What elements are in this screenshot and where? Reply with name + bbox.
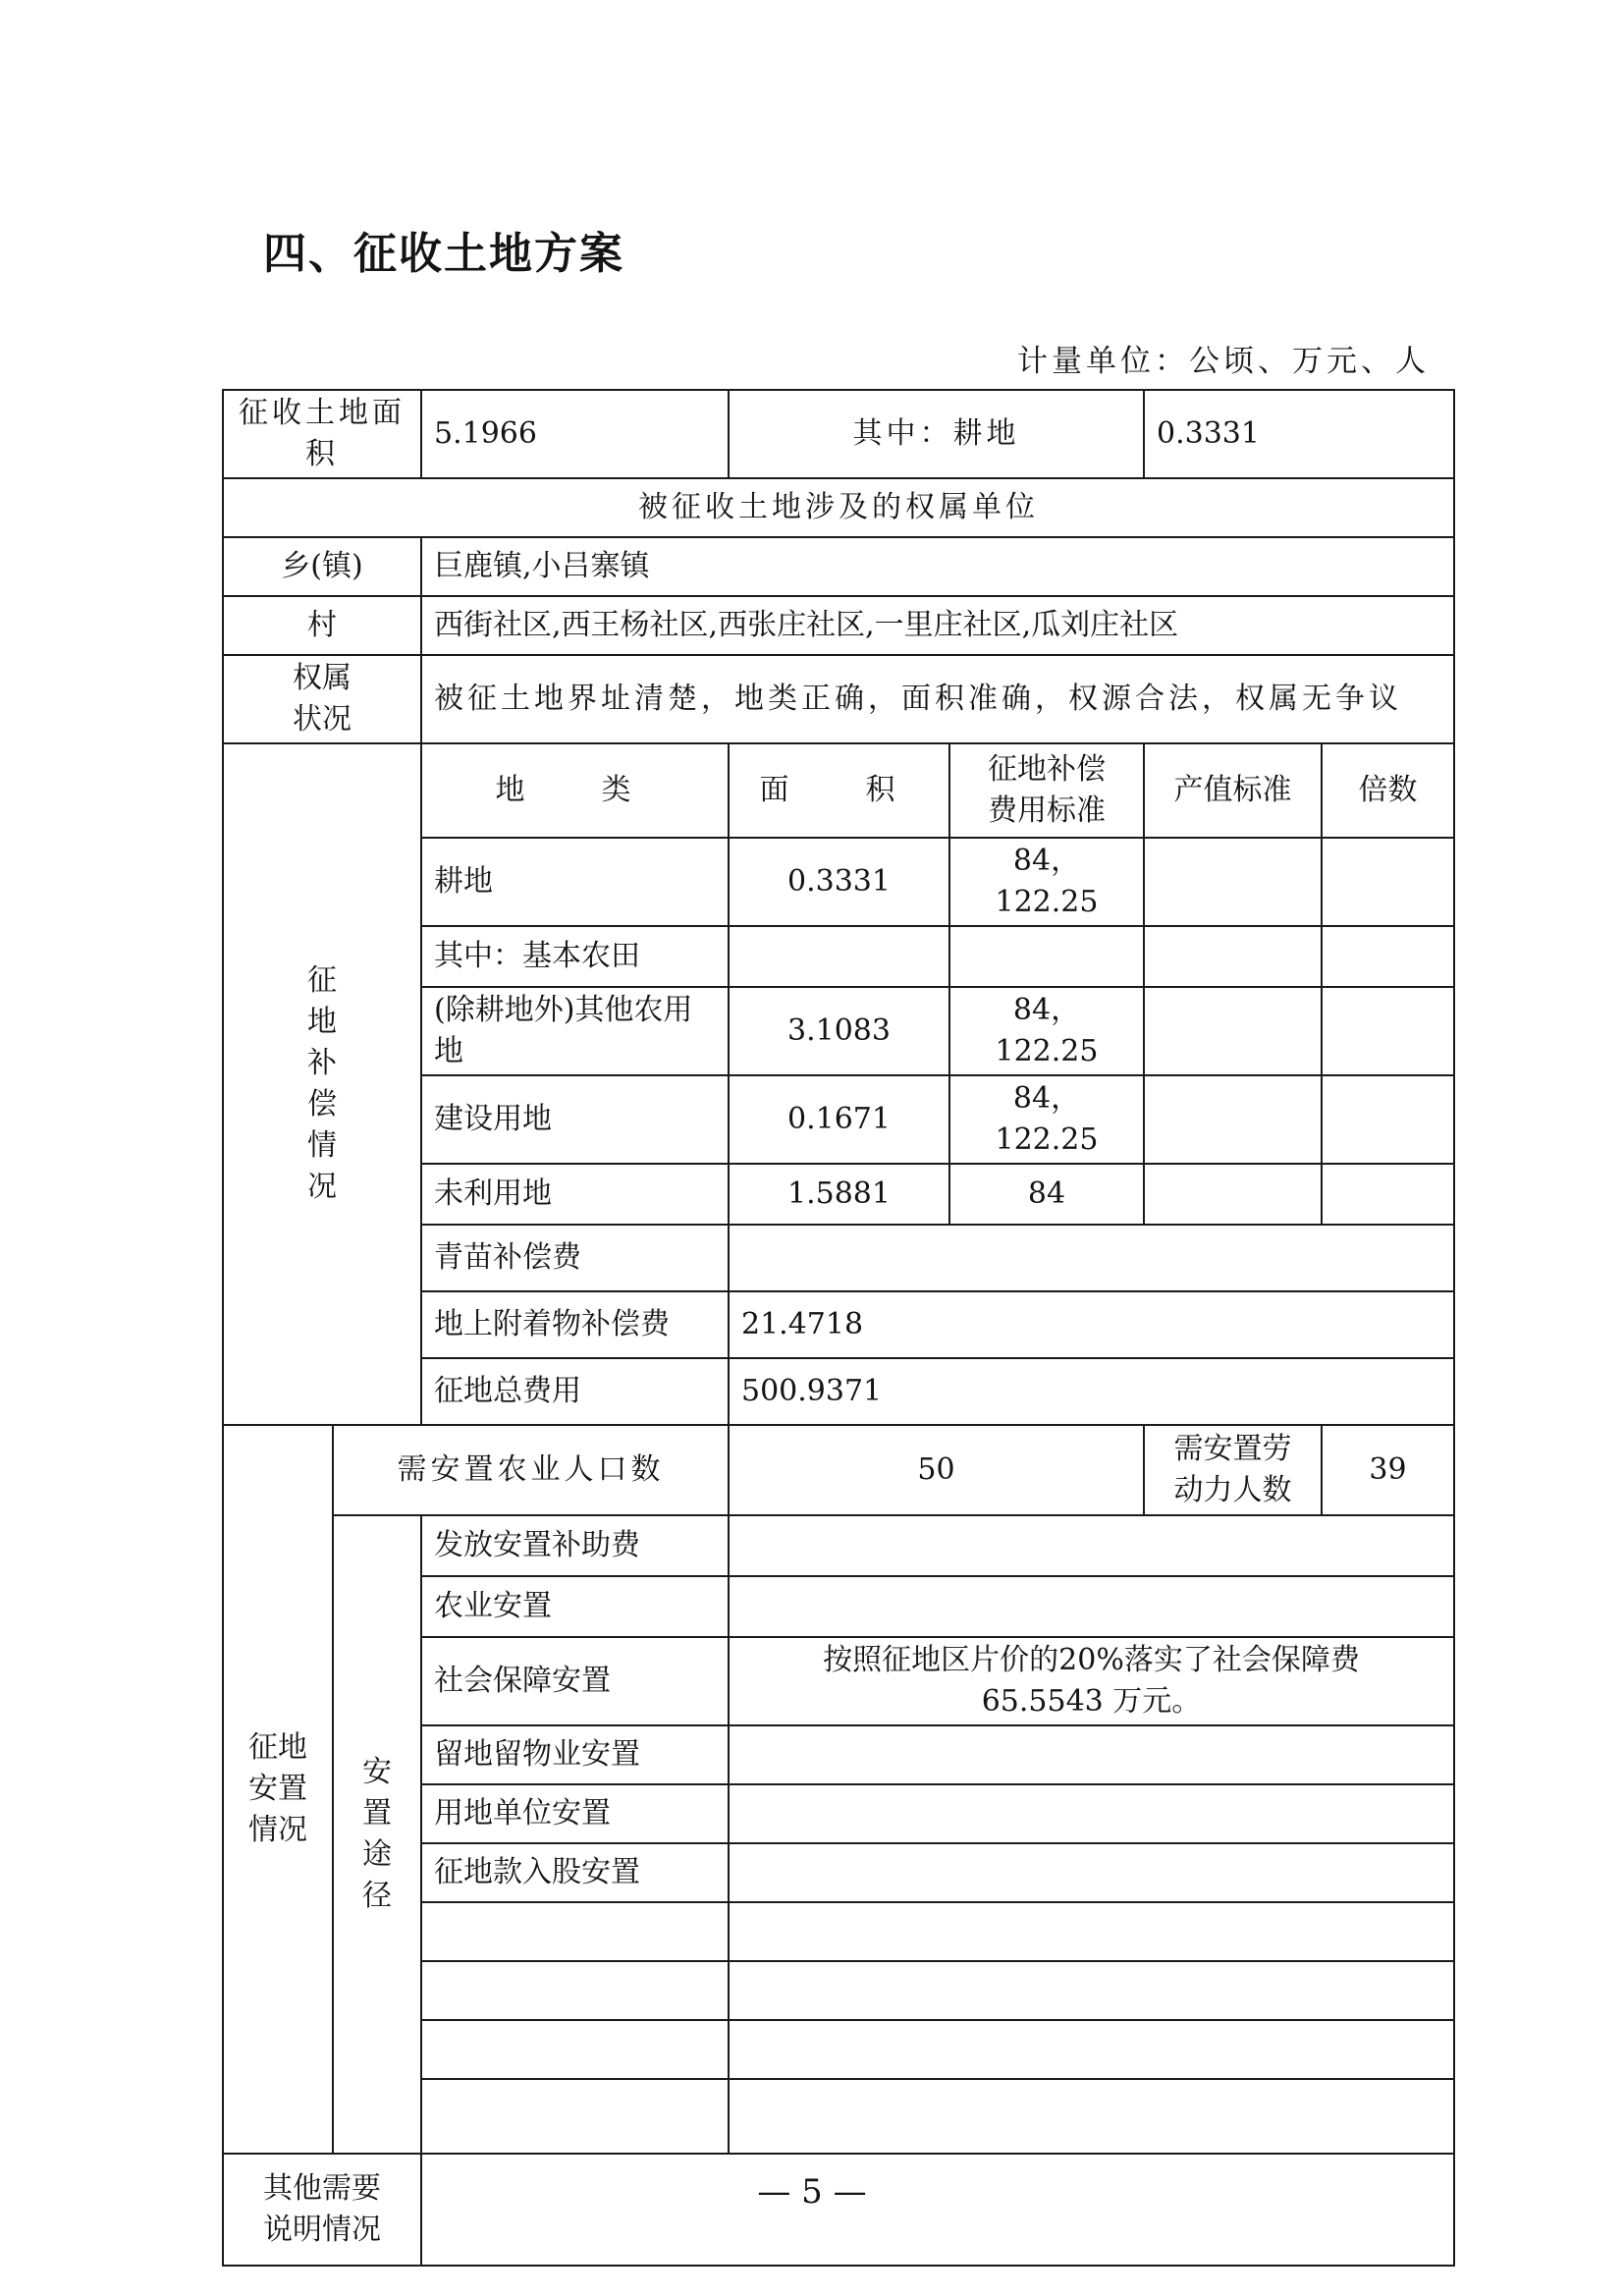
ownership-status-row — [223, 655, 1454, 743]
land-standard: 84，122.25 — [949, 1075, 1144, 1164]
compensation-section-label — [223, 743, 421, 1425]
col-standard-line-2: 费用标准 — [988, 793, 1106, 828]
land-area: 0.3331 — [729, 838, 949, 926]
township-row — [223, 537, 1454, 596]
col-output: 产值标准 — [1144, 743, 1322, 838]
pop-label: 需安置农业人口数 — [333, 1425, 729, 1515]
land-standard: 84 — [949, 1164, 1144, 1225]
land-expropriation-table — [222, 389, 1455, 2267]
village-label: 村 — [223, 596, 421, 655]
land-area: 1.5881 — [729, 1164, 949, 1225]
land-output — [1144, 987, 1322, 1075]
young-crops-value — [729, 1225, 1454, 1291]
township-label: 乡(镇) — [223, 537, 421, 596]
compensation-header-row — [223, 743, 1454, 838]
method-label: 用地单位安置 — [421, 1784, 729, 1843]
attachments-value: 21.4718 — [729, 1291, 1454, 1358]
land-multiple — [1322, 1075, 1454, 1164]
land-area: 3.1083 — [729, 987, 949, 1075]
area-value: 5.1966 — [421, 390, 729, 478]
land-type: 建设用地 — [421, 1075, 729, 1164]
col-multiple: 倍数 — [1322, 743, 1454, 838]
empty-cell — [729, 1961, 1454, 2020]
method-value — [729, 1725, 1454, 1784]
other-label-2: 说明情况 — [263, 2213, 381, 2247]
page-number: — 5 — — [757, 2172, 867, 2212]
unit-note: 计量单位：公顷、万元、人 — [1017, 344, 1430, 379]
method-label: 征地款入股安置 — [421, 1843, 729, 1902]
compensation-section-label-text: 征地补偿情况 — [307, 963, 337, 1204]
empty-cell — [421, 2079, 729, 2154]
social-security-line-1: 按照征地区片价的20%落实了社会保障费 — [823, 1643, 1360, 1677]
labor-label-2: 动力人数 — [1173, 1473, 1292, 1507]
ownership-status-label — [223, 655, 421, 743]
resettlement-pop-row — [223, 1425, 1454, 1515]
other-label-1: 其他需要 — [263, 2171, 381, 2206]
col-standard-line-1: 征地补偿 — [988, 752, 1106, 787]
labor-label-1: 需安置劳 — [1173, 1432, 1292, 1466]
method-row — [223, 1515, 1454, 1576]
method-value — [729, 1515, 1454, 1576]
empty-cell — [729, 2020, 1454, 2079]
land-type: (除耕地外)其他农用地 — [421, 987, 729, 1075]
social-security-line-2: 65.5543 万元。 — [981, 1684, 1202, 1719]
land-output — [1144, 1164, 1322, 1225]
ownership-heading-row — [223, 478, 1454, 537]
labor-label — [1144, 1425, 1322, 1515]
young-crops-label: 青苗补偿费 — [421, 1225, 729, 1291]
methods-label-text: 安置途径 — [362, 1755, 392, 1913]
method-value — [729, 1637, 1454, 1725]
method-label: 社会保障安置 — [421, 1637, 729, 1725]
land-type: 未利用地 — [421, 1164, 729, 1225]
empty-cell — [421, 2020, 729, 2079]
resettlement-label-1: 征地 — [248, 1730, 307, 1765]
empty-cell — [729, 1902, 1454, 1961]
land-multiple — [1322, 1164, 1454, 1225]
empty-cell — [729, 2079, 1454, 2154]
labor-value: 39 — [1322, 1425, 1454, 1515]
land-standard: 84，122.25 — [949, 987, 1144, 1075]
township-value: 巨鹿镇,小吕寨镇 — [421, 537, 1454, 596]
empty-cell — [421, 1961, 729, 2020]
method-value — [729, 1784, 1454, 1843]
method-value — [729, 1843, 1454, 1902]
total-value: 500.9371 — [729, 1358, 1454, 1425]
total-label: 征地总费用 — [421, 1358, 729, 1425]
ownership-status-label-2: 状况 — [293, 702, 352, 737]
arable-label: 其中：耕地 — [729, 390, 1144, 478]
attachments-label: 地上附着物补偿费 — [421, 1291, 729, 1358]
arable-value: 0.3331 — [1144, 390, 1454, 478]
area-label: 征收土地面积 — [223, 390, 421, 478]
village-row — [223, 596, 1454, 655]
pop-value: 50 — [729, 1425, 1144, 1515]
col-area: 面 积 — [729, 743, 949, 838]
col-land-type: 地 类 — [421, 743, 729, 838]
method-label: 留地留物业安置 — [421, 1725, 729, 1784]
land-multiple — [1322, 838, 1454, 926]
resettlement-section-label — [223, 1425, 333, 2154]
land-standard: 84，122.25 — [949, 838, 1144, 926]
resettlement-label-3: 情况 — [248, 1813, 307, 1847]
land-output — [1144, 838, 1322, 926]
col-standard — [949, 743, 1144, 838]
ownership-status-label-1: 权属 — [293, 661, 352, 695]
method-label: 农业安置 — [421, 1576, 729, 1637]
method-value — [729, 1576, 1454, 1637]
land-type: 耕地 — [421, 838, 729, 926]
land-multiple — [1322, 926, 1454, 987]
area-row — [223, 390, 1454, 478]
empty-cell — [421, 1902, 729, 1961]
ownership-heading: 被征收土地涉及的权属单位 — [223, 478, 1454, 537]
ownership-status-value: 被征土地界址清楚，地类正确，面积准确，权源合法，权属无争议 — [421, 655, 1454, 743]
land-area: 0.1671 — [729, 1075, 949, 1164]
land-output — [1144, 926, 1322, 987]
land-multiple — [1322, 987, 1454, 1075]
page-title: 四、征收土地方案 — [263, 229, 624, 279]
methods-label — [333, 1515, 421, 2154]
method-label: 发放安置补助费 — [421, 1515, 729, 1576]
land-standard — [949, 926, 1144, 987]
resettlement-label-2: 安置 — [248, 1772, 307, 1806]
land-area — [729, 926, 949, 987]
land-output — [1144, 1075, 1322, 1164]
village-value: 西街社区,西王杨社区,西张庄社区,一里庄社区,瓜刘庄社区 — [421, 596, 1454, 655]
land-type: 其中：基本农田 — [421, 926, 729, 987]
